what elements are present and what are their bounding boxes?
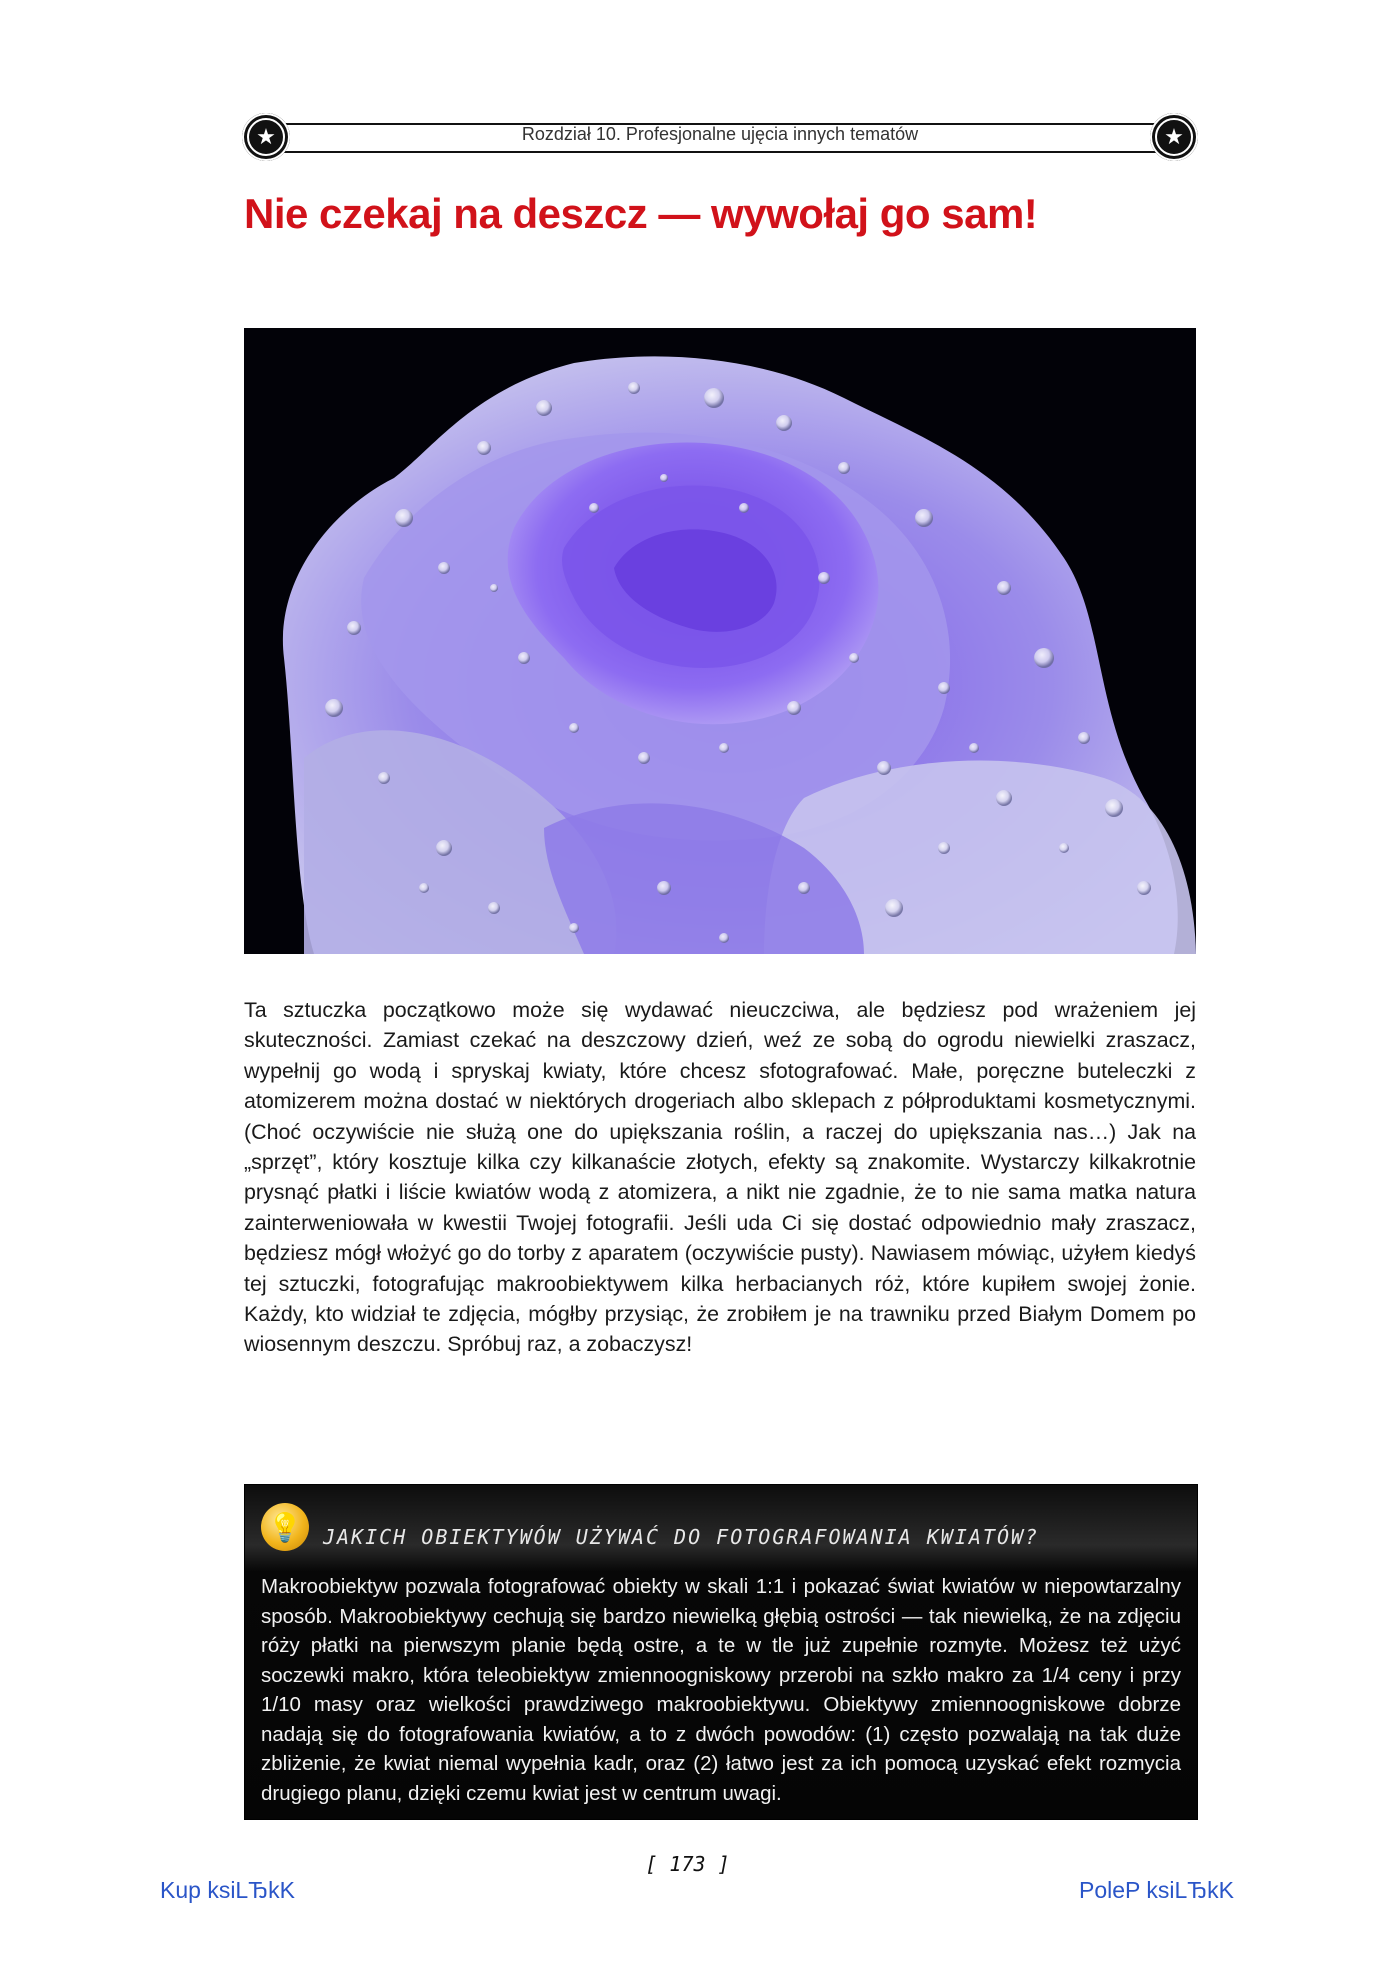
rose-illustration	[244, 328, 1196, 954]
lightbulb-icon: 💡	[261, 1503, 309, 1551]
recommend-book-link[interactable]: PoleP ksiLЂkK	[1079, 1877, 1234, 1903]
page-number: [ 173 ]	[645, 1852, 730, 1876]
tip-title: JAKICH OBIEKTYWÓW UŻYWAĆ DO FOTOGRAFOWANIA KWIATÓW?	[323, 1525, 1040, 1549]
buy-book-link[interactable]: Kup ksiLЂkK	[160, 1877, 295, 1903]
running-header	[242, 113, 1198, 165]
star-emblem-icon: ★	[242, 113, 290, 161]
tip-text: Makroobiektyw pozwala fotografować obiekty w skali 1:1 i pokazać świat kwiatów w niepowtarzalny sposób. Makroobiektywy cechują się bardzo niewielką głębią ostrości — tak niewielką, że na zdjęciu róży płatki na pierwszym planie będą ostre, a te w tle już zupełnie rozmyte. Możesz też użyć soczewki makro, która teleobiektyw zmiennoogniskowy przerobi na szkło makro za 1/4 ceny i przy 1/10 masy oraz wielkości prawdziwego makroobiektywu. Obiektywy zmiennoogniskowe dobrze nadają się do fotografowania kwiatów, a to z dwóch powodów: (1) często pozwalają na tak duże zbliżenie, że kwiat niemal wypełnia kadr, oraz (2) łatwo jest za ich pomocą uzyskać efekt rozmycia drugiego planu, dzięki czemu kwiat jest w centrum uwagi.	[261, 1575, 1181, 1805]
star-emblem-icon: ★	[1150, 113, 1198, 161]
chapter-title: Rozdział 10. Profesjonalne ujęcia innych tematów	[521, 124, 919, 144]
rose-photo	[244, 328, 1196, 954]
tip-box	[244, 1484, 1198, 1820]
body-paragraph: Ta sztuczka początkowo może się wydawać nieuczciwa, ale będziesz pod wrażeniem jej skuteczności. Zamiast czekać na deszczowy dzień, weź ze sobą do ogrodu niewielki zraszacz, wypełnij go wodą i spryskaj kwiaty, które chcesz sfotografować. Małe, poręczne buteleczki z atomizerem można dostać w niektórych drogeriach albo sklepach z półproduktami kosmetycznymi. (Choć oczywiście nie służą one do upiększania roślin, a raczej do upiększania nas…) Jak na „sprzęt”, który kosztuje kilka czy kilkanaście złotych, efekty są znakomite. Wystarczy kilkakrotnie prysnąć płatki i liście kwiatów wodą z atomizera, a nikt nie zgadnie, że to nie sama matka natura zainterweniowała w kwestii Twojej fotografii. Jeśli uda Ci się dostać odpowiednio mały zraszacz, będziesz mógł włożyć go do torby z aparatem (oczywiście pusty). Nawiasem mówiąc, użyłem kiedyś tej sztuczki, fotografując makroobiektywem kilka herbacianych róż, które kupiłem swojej żonie. Każdy, kto widział te zdjęcia, mógłby przysiąc, że zrobiłem je na trawniku przed Białym Domem po wiosennym deszczu. Spróbuj raz, a zobaczysz!	[244, 998, 1196, 1357]
section-title: Nie czekaj na deszcz — wywołaj go sam!	[244, 190, 1038, 237]
